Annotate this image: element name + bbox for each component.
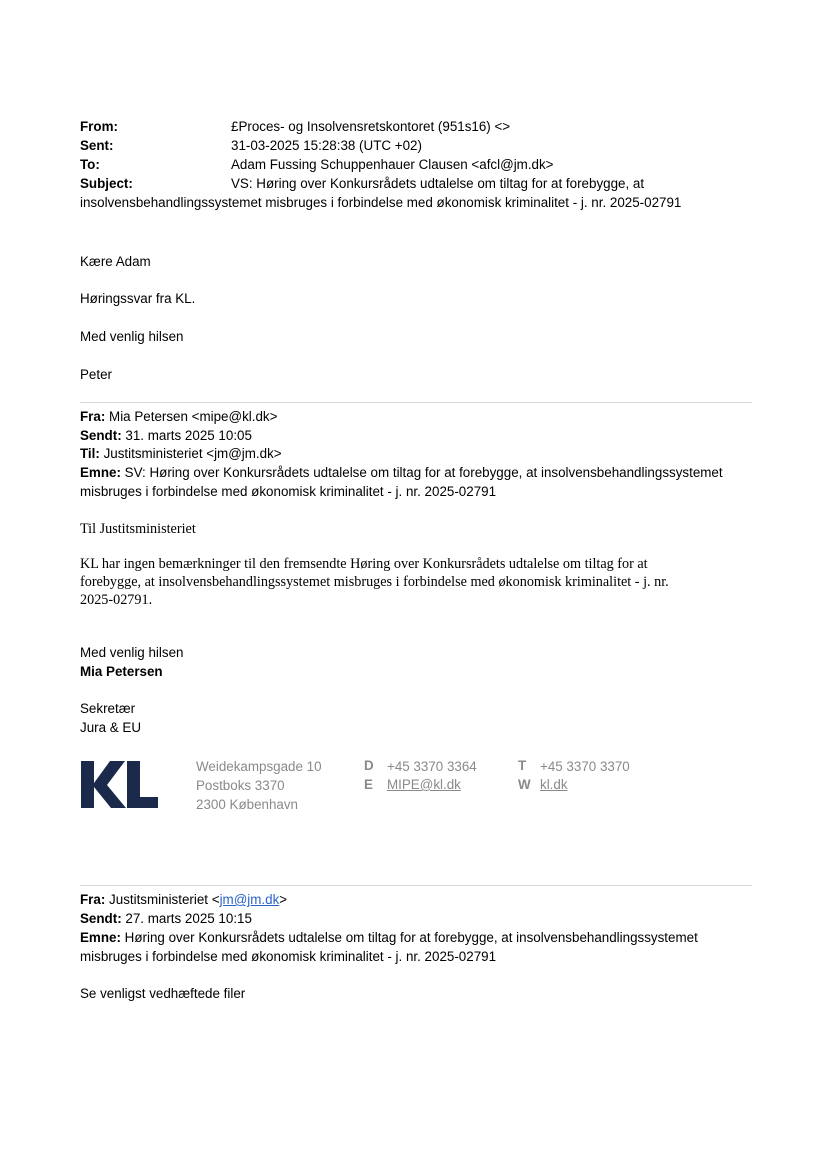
signer-department: Jura & EU	[80, 720, 142, 735]
kl-logo-graphic	[80, 758, 160, 810]
subject-label: Subject:	[80, 176, 133, 191]
address-line-1: Weidekampsgade 10	[196, 759, 322, 774]
fra-row	[80, 408, 277, 426]
tel-phone: +45 3370 3370	[540, 759, 630, 774]
sendt-row-3	[80, 910, 252, 928]
fra-suffix-3: >	[279, 892, 288, 907]
body-line-2: forebygge, at insolvensbehandlingssystemet misbruges i forbindelse med økonomisk kriminalitet - j. nr.	[80, 574, 669, 590]
attachment-note: Se venligst vedhæftede filer	[80, 986, 246, 1001]
body-line-3: 2025-02791.	[80, 592, 153, 608]
divider	[80, 402, 752, 403]
sendt-value: 31. marts 2025 10:05	[125, 428, 252, 443]
emne-line-1: SV: Høring over Konkursrådets udtalelse om tiltag for at forebygge, at insolvensbehandlingssystemet	[124, 465, 723, 480]
til-value: Justitsministeriet <jm@jm.dk>	[103, 446, 282, 461]
signer-title: Sekretær	[80, 701, 136, 716]
subject-line-1: VS: Høring over Konkursrådets udtalelse om tiltag for at forebygge, at	[231, 176, 645, 191]
fra-row-3	[80, 891, 287, 909]
email-link[interactable]: MIPE@kl.dk	[387, 777, 461, 792]
sent-label: Sent:	[80, 138, 114, 153]
to-value: Adam Fussing Schuppenhauer Clausen <afcl@jm.dk>	[231, 157, 554, 172]
direct-key: D	[364, 758, 374, 773]
emne-line-2: misbruges i forbindelse med økonomisk kriminalitet - j. nr. 2025-02791	[80, 484, 497, 499]
salutation: Til Justitsministeriet	[80, 521, 196, 537]
sendt-row	[80, 427, 252, 445]
emne-line-2-3: misbruges i forbindelse med økonomisk kriminalitet - j. nr. 2025-02791	[80, 949, 497, 964]
to-label: To:	[80, 157, 100, 172]
closing: Med venlig hilsen	[80, 329, 184, 344]
web-key: W	[518, 777, 531, 792]
divider-2	[80, 885, 752, 886]
email-key: E	[364, 777, 373, 792]
fra-value: Mia Petersen <mipe@kl.dk>	[109, 409, 278, 424]
fra-label: Fra:	[80, 409, 106, 424]
signer-name: Mia Petersen	[80, 664, 163, 679]
sendt-label-3: Sendt:	[80, 911, 122, 926]
from-value: £Proces- og Insolvensretskontoret (951s16) <>	[231, 119, 511, 134]
sendt-label: Sendt:	[80, 428, 122, 443]
emne-label: Emne:	[80, 465, 121, 480]
jm-email-link[interactable]: jm@jm.dk	[219, 892, 280, 907]
message-body: Høringssvar fra KL.	[80, 291, 196, 306]
web-link[interactable]: kl.dk	[540, 777, 568, 792]
emne-row-3	[80, 929, 698, 947]
fra-prefix-3: Justitsministeriet <	[109, 892, 220, 907]
subject-line-2: insolvensbehandlingssystemet misbruges i forbindelse med økonomisk kriminalitet - j. nr. 2025-02791	[80, 195, 682, 210]
sender-signature: Peter	[80, 367, 113, 382]
address-line-3: 2300 København	[196, 797, 298, 812]
body-line-1: KL har ingen bemærkninger til den fremsendte Høring over Konkursrådets udtalelse om tiltag for at	[80, 556, 648, 572]
sent-value: 31-03-2025 15:28:38 (UTC +02)	[231, 138, 422, 153]
til-label: Til:	[80, 446, 100, 461]
tel-key: T	[518, 758, 527, 773]
direct-phone: +45 3370 3364	[387, 759, 477, 774]
emne-line-1-3: Høring over Konkursrådets udtalelse om tiltag for at forebygge, at insolvensbehandlingssystemet	[124, 930, 698, 945]
greeting: Kære Adam	[80, 254, 151, 269]
emne-row	[80, 464, 723, 482]
from-label: From:	[80, 119, 118, 134]
address-line-2: Postboks 3370	[196, 778, 285, 793]
sendt-value-3: 27. marts 2025 10:15	[125, 911, 252, 926]
closing-2: Med venlig hilsen	[80, 645, 184, 660]
til-row	[80, 445, 282, 463]
emne-label-3: Emne:	[80, 930, 121, 945]
kl-logo	[80, 758, 160, 810]
fra-label-3: Fra:	[80, 892, 106, 907]
